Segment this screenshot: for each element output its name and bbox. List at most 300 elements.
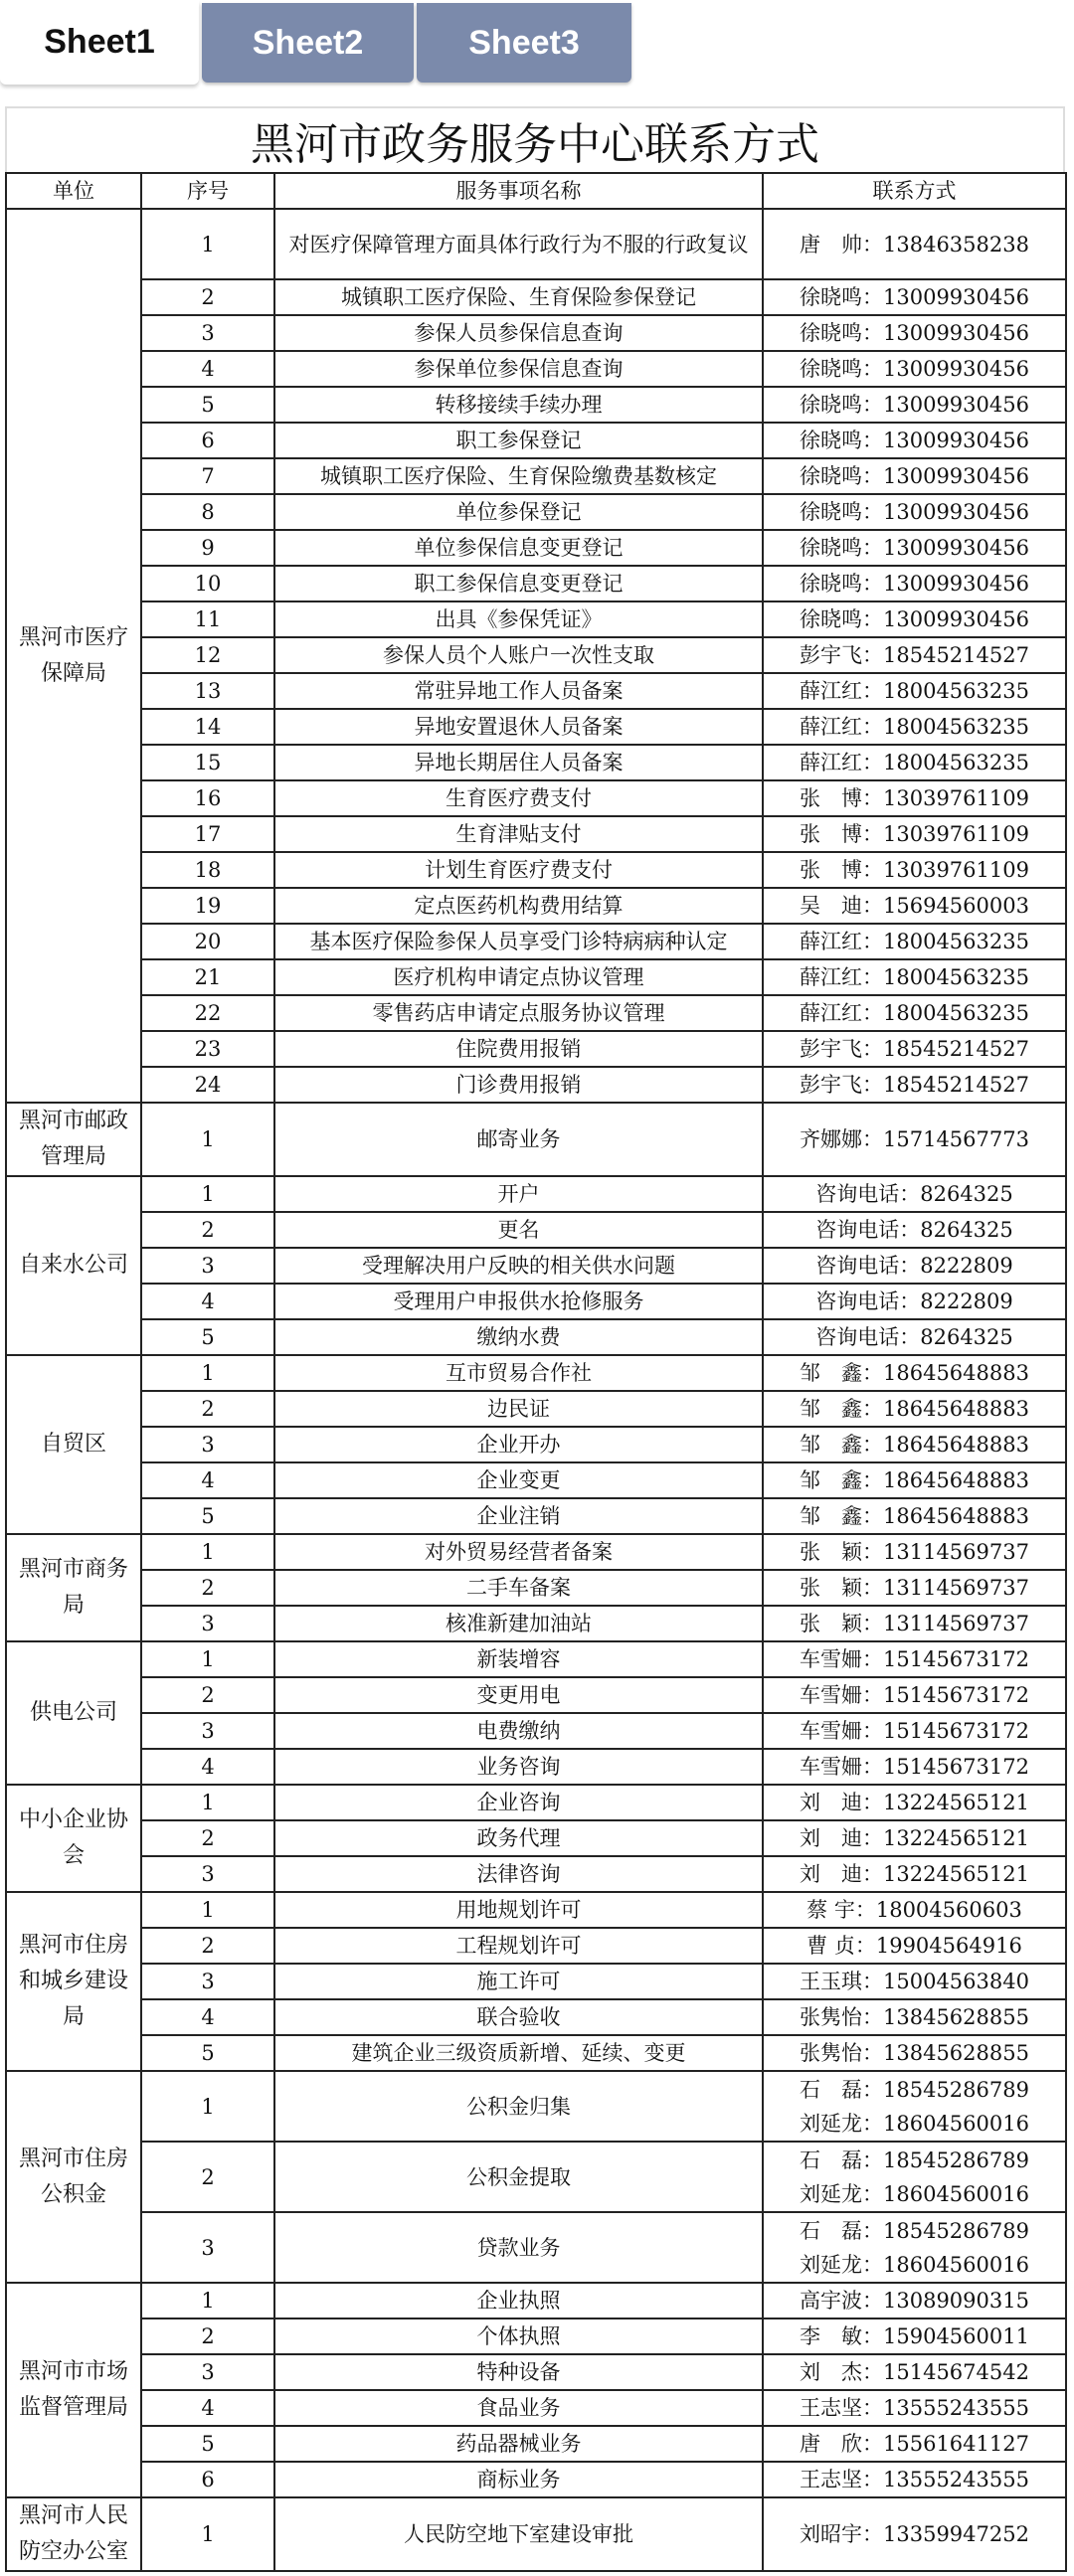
contact-line: 刘延龙：18604560016 <box>800 2181 1029 2206</box>
service-name-cell[interactable]: 食品业务 <box>274 2390 763 2426</box>
contact-cell[interactable] <box>763 709 1066 745</box>
contact-line: 车雪姍：15145673172 <box>800 1647 1029 1671</box>
serial-no-cell[interactable]: 4 <box>141 2390 274 2426</box>
serial-no-cell[interactable]: 3 <box>141 315 274 351</box>
service-name-cell[interactable]: 人民防空地下室建设审批 <box>274 2497 763 2571</box>
service-name-cell[interactable]: 单位参保信息变更登记 <box>274 530 763 566</box>
service-name-cell[interactable]: 零售药店申请定点服务协议管理 <box>274 995 763 1031</box>
service-name-cell[interactable]: 二手车备案 <box>274 1570 763 1606</box>
table-row <box>6 1067 1066 1103</box>
table-row <box>6 1534 1066 1570</box>
contact-cell[interactable] <box>763 279 1066 315</box>
service-name-cell[interactable]: 企业变更 <box>274 1462 763 1498</box>
serial-no-cell[interactable]: 5 <box>141 1319 274 1355</box>
contact-cell[interactable] <box>763 1856 1066 1892</box>
table-row <box>6 1928 1066 1964</box>
contact-line: 石 磊：18545286789 <box>800 2147 1029 2172</box>
serial-no-cell[interactable]: 3 <box>141 2212 274 2283</box>
table-row <box>6 279 1066 315</box>
table-row <box>6 1641 1066 1677</box>
serial-no-cell[interactable]: 9 <box>141 530 274 566</box>
service-name-cell[interactable]: 用地规划许可 <box>274 1892 763 1928</box>
table-row <box>6 387 1066 423</box>
contact-cell[interactable] <box>763 1498 1066 1534</box>
service-name-cell[interactable]: 受理解决用户反映的相关供水问题 <box>274 1248 763 1284</box>
serial-no-cell[interactable]: 20 <box>141 924 274 959</box>
service-name-cell[interactable]: 医疗机构申请定点协议管理 <box>274 959 763 995</box>
table-row <box>6 673 1066 709</box>
serial-no-cell[interactable]: 6 <box>141 2462 274 2497</box>
serial-no-cell[interactable]: 1 <box>141 209 274 279</box>
serial-no-cell[interactable]: 2 <box>141 1391 274 1427</box>
serial-no-cell[interactable]: 2 <box>141 1928 274 1964</box>
serial-no-cell[interactable]: 6 <box>141 423 274 458</box>
table-row <box>6 2142 1066 2212</box>
contact-line: 薛江红：18004563235 <box>800 930 1029 953</box>
service-name-cell[interactable]: 异地安置退休人员备案 <box>274 709 763 745</box>
service-name-cell[interactable]: 门诊费用报销 <box>274 1067 763 1103</box>
contact-line: 车雪姍：15145673172 <box>800 1719 1029 1743</box>
unit-cell[interactable]: 中小企业协会 <box>6 1785 141 1892</box>
serial-no-cell[interactable]: 4 <box>141 351 274 387</box>
contact-cell[interactable] <box>763 2354 1066 2390</box>
serial-no-cell[interactable]: 7 <box>141 458 274 494</box>
contact-line: 张 博：13039761109 <box>800 822 1029 846</box>
contact-cell[interactable] <box>763 1212 1066 1248</box>
contact-cell[interactable] <box>763 2142 1066 2212</box>
tab-sheet1[interactable]: Sheet1 <box>0 0 199 85</box>
contact-line: 唐 欣：15561641127 <box>800 2432 1029 2456</box>
contact-line: 徐晓鸣：13009930456 <box>800 429 1029 452</box>
contact-cell[interactable] <box>763 2390 1066 2426</box>
service-name-cell[interactable]: 缴纳水费 <box>274 1319 763 1355</box>
serial-no-cell[interactable]: 3 <box>141 1427 274 1462</box>
contact-cell[interactable] <box>763 1534 1066 1570</box>
service-name-cell[interactable]: 单位参保登记 <box>274 494 763 530</box>
service-name-cell[interactable]: 住院费用报销 <box>274 1031 763 1067</box>
service-name-cell[interactable]: 个体执照 <box>274 2318 763 2354</box>
serial-no-cell[interactable]: 24 <box>141 1067 274 1103</box>
table-row <box>6 1749 1066 1785</box>
service-name-cell[interactable]: 商标业务 <box>274 2462 763 2497</box>
table-row <box>6 1820 1066 1856</box>
service-name-cell[interactable]: 职工参保信息变更登记 <box>274 566 763 601</box>
service-name-cell[interactable]: 联合验收 <box>274 1999 763 2035</box>
contact-cell[interactable] <box>763 1641 1066 1677</box>
contact-line: 邹 鑫：18645648883 <box>800 1504 1029 1528</box>
serial-no-cell[interactable]: 3 <box>141 1713 274 1749</box>
contact-line: 王志坚：13555243555 <box>800 2396 1029 2420</box>
contact-line: 刘 迪：13224565121 <box>800 1862 1029 1886</box>
unit-cell[interactable]: 黑河市邮政管理局 <box>6 1103 141 1176</box>
contact-cell[interactable] <box>763 1103 1066 1176</box>
contact-cell[interactable] <box>763 2035 1066 2071</box>
serial-no-cell[interactable]: 1 <box>141 1103 274 1176</box>
contact-cell[interactable] <box>763 924 1066 959</box>
table-row <box>6 530 1066 566</box>
table-row <box>6 1856 1066 1892</box>
service-name-cell[interactable]: 参保人员参保信息查询 <box>274 315 763 351</box>
serial-no-cell[interactable]: 21 <box>141 959 274 995</box>
table-row <box>6 1031 1066 1067</box>
contact-cell[interactable] <box>763 2071 1066 2142</box>
serial-no-cell[interactable]: 1 <box>141 2071 274 2142</box>
service-name-cell[interactable]: 变更用电 <box>274 1677 763 1713</box>
table-row <box>6 2354 1066 2390</box>
serial-no-cell[interactable]: 1 <box>141 1355 274 1391</box>
service-name-cell[interactable]: 职工参保登记 <box>274 423 763 458</box>
service-name-cell[interactable]: 法律咨询 <box>274 1856 763 1892</box>
table-row <box>6 1785 1066 1820</box>
contact-cell[interactable] <box>763 387 1066 423</box>
contact-line: 高宇波：13089090315 <box>800 2289 1029 2313</box>
serial-no-cell[interactable]: 18 <box>141 852 274 888</box>
serial-no-cell[interactable]: 1 <box>141 1641 274 1677</box>
service-name-cell[interactable]: 邮寄业务 <box>274 1103 763 1176</box>
service-name-cell[interactable]: 电费缴纳 <box>274 1713 763 1749</box>
table-row <box>6 2462 1066 2497</box>
table-row <box>6 2071 1066 2142</box>
table-row <box>6 1319 1066 1355</box>
contact-cell[interactable] <box>763 423 1066 458</box>
service-name-cell[interactable]: 公积金归集 <box>274 2071 763 2142</box>
service-name-cell[interactable]: 边民证 <box>274 1391 763 1427</box>
contact-cell[interactable] <box>763 780 1066 816</box>
service-name-cell[interactable]: 基本医疗保险参保人员享受门诊特病病种认定 <box>274 924 763 959</box>
header-unit[interactable]: 单位 <box>6 173 141 209</box>
service-name-cell[interactable]: 政务代理 <box>274 1820 763 1856</box>
contact-line: 张隽怡：13845628855 <box>800 2041 1029 2065</box>
contact-cell[interactable] <box>763 637 1066 673</box>
contact-cell[interactable] <box>763 2426 1066 2462</box>
contact-cell[interactable] <box>763 816 1066 852</box>
service-name-cell[interactable]: 企业注销 <box>274 1498 763 1534</box>
contact-table <box>5 172 1067 2572</box>
serial-no-cell[interactable]: 4 <box>141 1284 274 1319</box>
contact-cell[interactable] <box>763 1749 1066 1785</box>
service-name-cell[interactable]: 异地长期居住人员备案 <box>274 745 763 780</box>
table-row <box>6 1606 1066 1641</box>
contact-cell[interactable] <box>763 315 1066 351</box>
contact-cell[interactable] <box>763 1067 1066 1103</box>
contact-line: 徐晓鸣：13009930456 <box>800 572 1029 596</box>
table-row <box>6 637 1066 673</box>
contact-line: 徐晓鸣：13009930456 <box>800 321 1029 345</box>
contact-line: 咨询电话：8222809 <box>815 1289 1013 1313</box>
table-row <box>6 458 1066 494</box>
contact-cell[interactable] <box>763 2318 1066 2354</box>
table-row <box>6 1462 1066 1498</box>
table-row <box>6 423 1066 458</box>
contact-line: 薛江红：18004563235 <box>800 751 1029 774</box>
contact-cell[interactable] <box>763 745 1066 780</box>
serial-no-cell[interactable]: 14 <box>141 709 274 745</box>
contact-line: 彭宇飞：18545214527 <box>800 1037 1029 1061</box>
service-name-cell[interactable]: 生育医疗费支付 <box>274 780 763 816</box>
header-service[interactable]: 服务事项名称 <box>274 173 763 209</box>
unit-cell[interactable]: 自来水公司 <box>6 1176 141 1355</box>
table-row <box>6 1355 1066 1391</box>
contact-cell[interactable] <box>763 1355 1066 1391</box>
header-contact[interactable]: 联系方式 <box>763 173 1066 209</box>
serial-no-cell[interactable]: 12 <box>141 637 274 673</box>
contact-cell[interactable] <box>763 1713 1066 1749</box>
table-row <box>6 1570 1066 1606</box>
contact-line: 咨询电话：8222809 <box>815 1254 1013 1278</box>
contact-line: 车雪姍：15145673172 <box>800 1683 1029 1707</box>
contact-cell[interactable] <box>763 1284 1066 1319</box>
serial-no-cell[interactable]: 10 <box>141 566 274 601</box>
contact-cell[interactable] <box>763 494 1066 530</box>
service-name-cell[interactable]: 业务咨询 <box>274 1749 763 1785</box>
contact-cell[interactable] <box>763 1820 1066 1856</box>
contact-line: 齐娜娜：15714567773 <box>800 1127 1029 1151</box>
contact-cell[interactable] <box>763 351 1066 387</box>
service-name-cell[interactable]: 企业执照 <box>274 2283 763 2318</box>
unit-cell[interactable]: 黑河市住房公积金 <box>6 2071 141 2283</box>
table-row <box>6 959 1066 995</box>
serial-no-cell[interactable]: 2 <box>141 1570 274 1606</box>
contact-cell[interactable] <box>763 1606 1066 1641</box>
table-body <box>6 209 1066 2571</box>
contact-line: 彭宇飞：18545214527 <box>800 1073 1029 1097</box>
contact-line: 邹 鑫：18645648883 <box>800 1397 1029 1421</box>
serial-no-cell[interactable]: 1 <box>141 2497 274 2571</box>
contact-cell[interactable] <box>763 1677 1066 1713</box>
contact-line: 张 颖：13114569737 <box>800 1576 1029 1600</box>
unit-cell[interactable]: 黑河市市场监督管理局 <box>6 2283 141 2497</box>
contact-line: 刘昭宇：13359947252 <box>800 2522 1029 2546</box>
table-row <box>6 2035 1066 2071</box>
table-row <box>6 2426 1066 2462</box>
service-name-cell[interactable]: 参保单位参保信息查询 <box>274 351 763 387</box>
serial-no-cell[interactable]: 5 <box>141 387 274 423</box>
contact-cell[interactable] <box>763 530 1066 566</box>
serial-no-cell[interactable]: 1 <box>141 1534 274 1570</box>
contact-cell[interactable] <box>763 2462 1066 2497</box>
contact-line: 薛江红：18004563235 <box>800 1001 1029 1025</box>
unit-cell[interactable]: 自贸区 <box>6 1355 141 1534</box>
service-name-cell[interactable]: 开户 <box>274 1176 763 1212</box>
contact-line: 刘延龙：18604560016 <box>800 2111 1029 2136</box>
contact-cell[interactable] <box>763 673 1066 709</box>
serial-no-cell[interactable]: 13 <box>141 673 274 709</box>
serial-no-cell[interactable]: 2 <box>141 2142 274 2212</box>
contact-cell[interactable] <box>763 1427 1066 1462</box>
service-name-cell[interactable]: 出具《参保凭证》 <box>274 601 763 637</box>
table-row <box>6 1391 1066 1427</box>
table-row <box>6 780 1066 816</box>
table-row <box>6 816 1066 852</box>
serial-no-cell[interactable]: 17 <box>141 816 274 852</box>
serial-no-cell[interactable]: 2 <box>141 2318 274 2354</box>
contact-line: 邹 鑫：18645648883 <box>800 1433 1029 1457</box>
contact-cell[interactable] <box>763 1248 1066 1284</box>
service-name-cell[interactable]: 对外贸易经营者备案 <box>274 1534 763 1570</box>
contact-cell[interactable] <box>763 2212 1066 2283</box>
serial-no-cell[interactable]: 16 <box>141 780 274 816</box>
contact-cell[interactable] <box>763 852 1066 888</box>
contact-cell[interactable] <box>763 1570 1066 1606</box>
sheet-title: 黑河市政务服务中心联系方式 <box>5 106 1065 172</box>
serial-no-cell[interactable]: 1 <box>141 1176 274 1212</box>
contact-line: 徐晓鸣：13009930456 <box>800 607 1029 631</box>
contact-line: 张 博：13039761109 <box>800 786 1029 810</box>
serial-no-cell[interactable]: 2 <box>141 1677 274 1713</box>
header-no[interactable]: 序号 <box>141 173 274 209</box>
service-name-cell[interactable]: 企业咨询 <box>274 1785 763 1820</box>
service-name-cell[interactable]: 公积金提取 <box>274 2142 763 2212</box>
service-name-cell[interactable]: 贷款业务 <box>274 2212 763 2283</box>
contact-line: 刘延龙：18604560016 <box>800 2252 1029 2277</box>
contact-cell[interactable] <box>763 1964 1066 1999</box>
table-row <box>6 351 1066 387</box>
contact-line: 咨询电话：8264325 <box>815 1325 1013 1349</box>
serial-no-cell[interactable]: 8 <box>141 494 274 530</box>
contact-line: 薛江红：18004563235 <box>800 965 1029 989</box>
service-name-cell[interactable]: 转移接续手续办理 <box>274 387 763 423</box>
tab-sheet3[interactable]: Sheet3 <box>417 3 631 83</box>
unit-cell[interactable]: 供电公司 <box>6 1641 141 1785</box>
table-row <box>6 924 1066 959</box>
serial-no-cell[interactable]: 22 <box>141 995 274 1031</box>
serial-no-cell[interactable]: 15 <box>141 745 274 780</box>
table-row <box>6 1212 1066 1248</box>
contact-line: 王志坚：13555243555 <box>800 2468 1029 2491</box>
serial-no-cell[interactable]: 3 <box>141 1856 274 1892</box>
contact-cell[interactable] <box>763 995 1066 1031</box>
service-name-cell[interactable]: 更名 <box>274 1212 763 1248</box>
table-row <box>6 1248 1066 1284</box>
serial-no-cell[interactable]: 5 <box>141 2035 274 2071</box>
unit-cell[interactable]: 黑河市医疗保障局 <box>6 209 141 1103</box>
serial-no-cell[interactable]: 3 <box>141 1248 274 1284</box>
table-row <box>6 745 1066 780</box>
table-row <box>6 566 1066 601</box>
contact-line: 刘 迪：13224565121 <box>800 1791 1029 1814</box>
sheet-tabs <box>0 0 1074 87</box>
contact-line: 李 敏：15904560011 <box>800 2324 1029 2348</box>
table-row <box>6 2283 1066 2318</box>
contact-line: 王玉琪：15004563840 <box>800 1970 1029 1993</box>
contact-line: 张 博：13039761109 <box>800 858 1029 882</box>
table-row <box>6 1892 1066 1928</box>
contact-cell[interactable] <box>763 566 1066 601</box>
contact-line: 刘 杰：15145674542 <box>800 2360 1029 2384</box>
service-name-cell[interactable]: 城镇职工医疗保险、生育保险参保登记 <box>274 279 763 315</box>
contact-line: 徐晓鸣：13009930456 <box>800 393 1029 417</box>
serial-no-cell[interactable]: 1 <box>141 1785 274 1820</box>
serial-no-cell[interactable]: 11 <box>141 601 274 637</box>
table-row <box>6 1103 1066 1176</box>
tab-sheet2[interactable]: Sheet2 <box>202 3 414 83</box>
service-name-cell[interactable]: 对医疗保障管理方面具体行政行为不服的行政复议 <box>274 209 763 279</box>
table-row <box>6 1284 1066 1319</box>
table-row <box>6 1713 1066 1749</box>
contact-line: 石 磊：18545286789 <box>800 2077 1029 2102</box>
contact-cell[interactable] <box>763 1319 1066 1355</box>
service-name-cell[interactable]: 特种设备 <box>274 2354 763 2390</box>
service-name-cell[interactable]: 核准新建加油站 <box>274 1606 763 1641</box>
unit-cell[interactable]: 黑河市人民防空办公室 <box>6 2497 141 2571</box>
table-row <box>6 1999 1066 2035</box>
service-name-cell[interactable]: 施工许可 <box>274 1964 763 1999</box>
unit-cell[interactable]: 黑河市商务局 <box>6 1534 141 1641</box>
contact-cell[interactable] <box>763 601 1066 637</box>
serial-no-cell[interactable]: 5 <box>141 1498 274 1534</box>
serial-no-cell[interactable]: 1 <box>141 2283 274 2318</box>
contact-cell[interactable] <box>763 1391 1066 1427</box>
serial-no-cell[interactable]: 1 <box>141 1892 274 1928</box>
contact-line: 徐晓鸣：13009930456 <box>800 500 1029 524</box>
contact-cell[interactable] <box>763 1892 1066 1928</box>
unit-cell[interactable]: 黑河市住房和城乡建设局 <box>6 1892 141 2071</box>
serial-no-cell[interactable]: 19 <box>141 888 274 924</box>
service-name-cell[interactable]: 参保人员个人账户一次性支取 <box>274 637 763 673</box>
contact-cell[interactable] <box>763 888 1066 924</box>
service-name-cell[interactable]: 常驻异地工作人员备案 <box>274 673 763 709</box>
service-name-cell[interactable]: 互市贸易合作社 <box>274 1355 763 1391</box>
table-row <box>6 1176 1066 1212</box>
contact-line: 吴 迪：15694560003 <box>800 894 1029 918</box>
contact-cell[interactable] <box>763 2497 1066 2571</box>
contact-line: 徐晓鸣：13009930456 <box>800 357 1029 381</box>
service-name-cell[interactable]: 企业开办 <box>274 1427 763 1462</box>
contact-line: 薛江红：18004563235 <box>800 715 1029 739</box>
serial-no-cell[interactable]: 3 <box>141 1964 274 1999</box>
serial-no-cell[interactable]: 3 <box>141 2354 274 2390</box>
service-name-cell[interactable]: 受理用户申报供水抢修服务 <box>274 1284 763 1319</box>
contact-cell[interactable] <box>763 1462 1066 1498</box>
contact-line: 邹 鑫：18645648883 <box>800 1361 1029 1385</box>
contact-cell[interactable] <box>763 1785 1066 1820</box>
serial-no-cell[interactable]: 4 <box>141 1999 274 2035</box>
serial-no-cell[interactable]: 4 <box>141 1462 274 1498</box>
serial-no-cell[interactable]: 5 <box>141 2426 274 2462</box>
serial-no-cell[interactable]: 4 <box>141 1749 274 1785</box>
contact-cell[interactable] <box>763 1999 1066 2035</box>
contact-line: 张 颖：13114569737 <box>800 1540 1029 1564</box>
service-name-cell[interactable]: 建筑企业三级资质新增、延续、变更 <box>274 2035 763 2071</box>
serial-no-cell[interactable]: 23 <box>141 1031 274 1067</box>
contact-line: 唐 帅：13846358238 <box>800 232 1029 257</box>
table-row <box>6 315 1066 351</box>
service-name-cell[interactable]: 计划生育医疗费支付 <box>274 852 763 888</box>
contact-cell[interactable] <box>763 2283 1066 2318</box>
service-name-cell[interactable]: 药品器械业务 <box>274 2426 763 2462</box>
service-name-cell[interactable]: 工程规划许可 <box>274 1928 763 1964</box>
contact-cell[interactable] <box>763 458 1066 494</box>
serial-no-cell[interactable]: 3 <box>141 1606 274 1641</box>
contact-cell[interactable] <box>763 959 1066 995</box>
serial-no-cell[interactable]: 2 <box>141 1820 274 1856</box>
contact-line: 张隽怡：13845628855 <box>800 2005 1029 2029</box>
serial-no-cell[interactable]: 2 <box>141 1212 274 1248</box>
serial-no-cell[interactable]: 2 <box>141 279 274 315</box>
contact-cell[interactable] <box>763 1031 1066 1067</box>
table-row <box>6 2212 1066 2283</box>
contact-cell[interactable] <box>763 1176 1066 1212</box>
service-name-cell[interactable]: 生育津贴支付 <box>274 816 763 852</box>
service-name-cell[interactable]: 定点医药机构费用结算 <box>274 888 763 924</box>
contact-line: 张 颖：13114569737 <box>800 1612 1029 1635</box>
contact-cell[interactable] <box>763 209 1066 279</box>
service-name-cell[interactable]: 城镇职工医疗保险、生育保险缴费基数核定 <box>274 458 763 494</box>
service-name-cell[interactable]: 新装增容 <box>274 1641 763 1677</box>
table-row <box>6 601 1066 637</box>
contact-cell[interactable] <box>763 1928 1066 1964</box>
contact-line: 咨询电话：8264325 <box>815 1182 1013 1206</box>
